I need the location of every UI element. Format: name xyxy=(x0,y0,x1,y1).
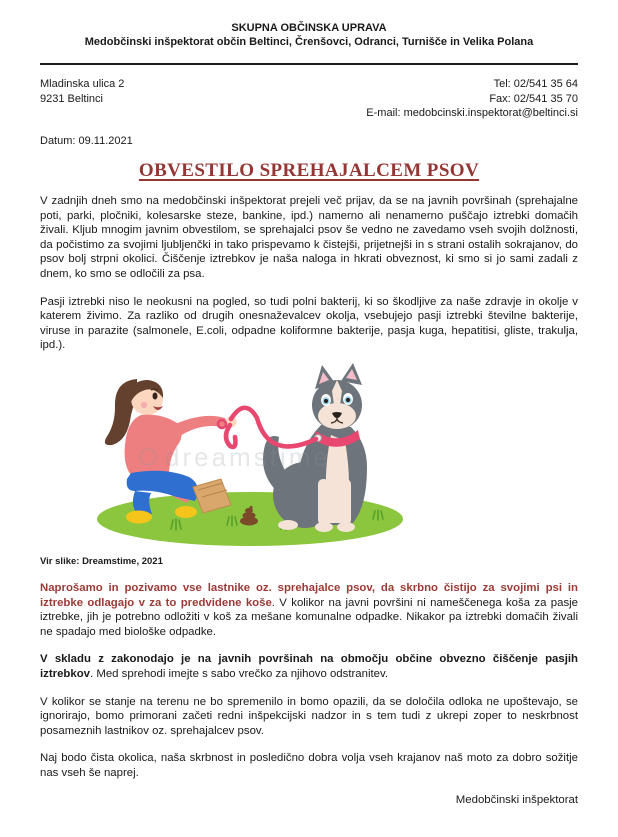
woman-eye xyxy=(153,392,158,399)
paragraph-law-emphasis: V skladu z zakonodajo je na javnih površinah na območju občine obvezno čiščenje pasjih iztrebkov xyxy=(40,653,578,680)
document-title: OBVESTILO SPREHAJALCEM PSOV xyxy=(138,160,480,181)
letterhead xyxy=(40,21,578,49)
paragraph-enforcement: V kolikor se stanje na terenu ne bo spremenilo in bomo opazili, da se določila odloka ne upoštevajo, se ignorirajo, bomo primorani začeti redni inšpekcijski nadzor in s tem tudi z ukrepi zoper to neskrbnost posameznih lastnikov oz. sprehajalcev psov. xyxy=(40,695,578,737)
dog-leash xyxy=(231,408,316,447)
document-date: Datum: 09.11.2021 xyxy=(40,134,133,147)
stock-watermark xyxy=(140,442,331,472)
woman-blush xyxy=(141,402,147,408)
dog-front-paw-left xyxy=(315,522,333,532)
paragraph-request-rest: . V kolikor na javni površini ni nameščenega koša za pasje iztrebke, jih je potrebno odložiti v koš za mešane komunalne odpadke. Nikakor pa iztrebki domačih živali ne spadajo med biološke odpadke. xyxy=(40,596,578,638)
paragraph-law xyxy=(40,652,578,681)
letterhead-org-name: SKUPNA OBČINSKA UPRAVA xyxy=(231,22,387,34)
phone-email-block xyxy=(366,77,578,121)
dog-walker-illustration xyxy=(85,363,425,548)
dog-rear-paw xyxy=(278,520,298,530)
paragraph-law-rest: . Med sprehodi imejte s sabo vrečko za njihovo odstranitev. xyxy=(90,667,389,680)
email-address: E-mail: medobcinski.inspektorat@beltinci.si xyxy=(366,107,578,119)
address-block xyxy=(40,77,124,121)
paragraph-request-emphasis: Naprošamo in pozivamo vse lastnike oz. sprehajalce psov, da skrbno čistijo za svojimi psi in iztrebke odlagajo v za to predvidene koše xyxy=(40,581,578,609)
contact-block xyxy=(40,77,578,121)
paragraph-closing: Naj bodo čista okolica, naša skrbnost in posledično dobra volja vseh krajanov naš moto za dobro sožitje nas vseh še naprej. xyxy=(40,752,578,779)
letterhead-org-subtitle: Medobčinski inšpektorat občin Beltinci, Črenšovci, Odranci, Turnišče in Velika Polana xyxy=(84,36,534,48)
address-street: Mladinska ulica 2 xyxy=(40,78,125,90)
paragraph-health: Pasji iztrebki niso le neokusni na pogled, so tudi polni bakterij, ki so škodljive za naše zdravje in okolje v katerem živimo. Za razliko od drugih onesnaževalcev okolja, vsebujejo pasji iztrebki številne bakterije, viruse in parazite (salmonele, E.coli, odpadne koliformne bakterije, pasja kuga, hepatitisi, gliste, trakulja, ipd.). xyxy=(40,295,578,352)
fax-number: Fax: 02/541 35 70 xyxy=(489,92,578,105)
dog-front-leg-right xyxy=(340,479,351,525)
image-source-caption: Vir slike: Dreamstime, 2021 xyxy=(40,555,163,567)
letterhead-divider xyxy=(40,63,578,65)
paragraph-intro: V zadnjih dneh smo na medobčinski inšpektorat prejeli več prijav, da se na javnih površinah (sprehajalne poti, parki, pločniki, kolesarske steze, bankine, ipd.) namerno ali nenamerno puščajo iztrebki domačih živali. Kljub mnogim javnim obvestilom, se sprehajalci psov še vedno ne zavedamo vseh svojih dolžnosti, da počistimo za svojimi ljubljenčki in tako prispevamo k čistejši, prijetnejši in s strani ostalih sokrajanov, do psov bolj strpni okolici. Čiščenje iztrebkov je naša naloga in hkrati obveznost, ki smo si jo sami zadali z dnem, ko smo se odločili za psa. xyxy=(40,195,578,280)
woman-shoe-left xyxy=(126,510,152,523)
address-city: 9231 Beltinci xyxy=(40,92,103,105)
woman-shoe-right xyxy=(175,506,197,518)
watermark-text: dreamstime xyxy=(165,441,331,472)
paragraph-request xyxy=(40,581,578,639)
dog-front-leg-left xyxy=(318,479,329,525)
woman-jeans-shin xyxy=(133,491,152,514)
telephone-number: Tel: 02/541 35 64 xyxy=(493,78,578,90)
dog-front-paw-right xyxy=(337,522,355,532)
dog-walker-illustration-svg xyxy=(85,363,425,548)
signature: Medobčinski inšpektorat xyxy=(455,794,578,807)
